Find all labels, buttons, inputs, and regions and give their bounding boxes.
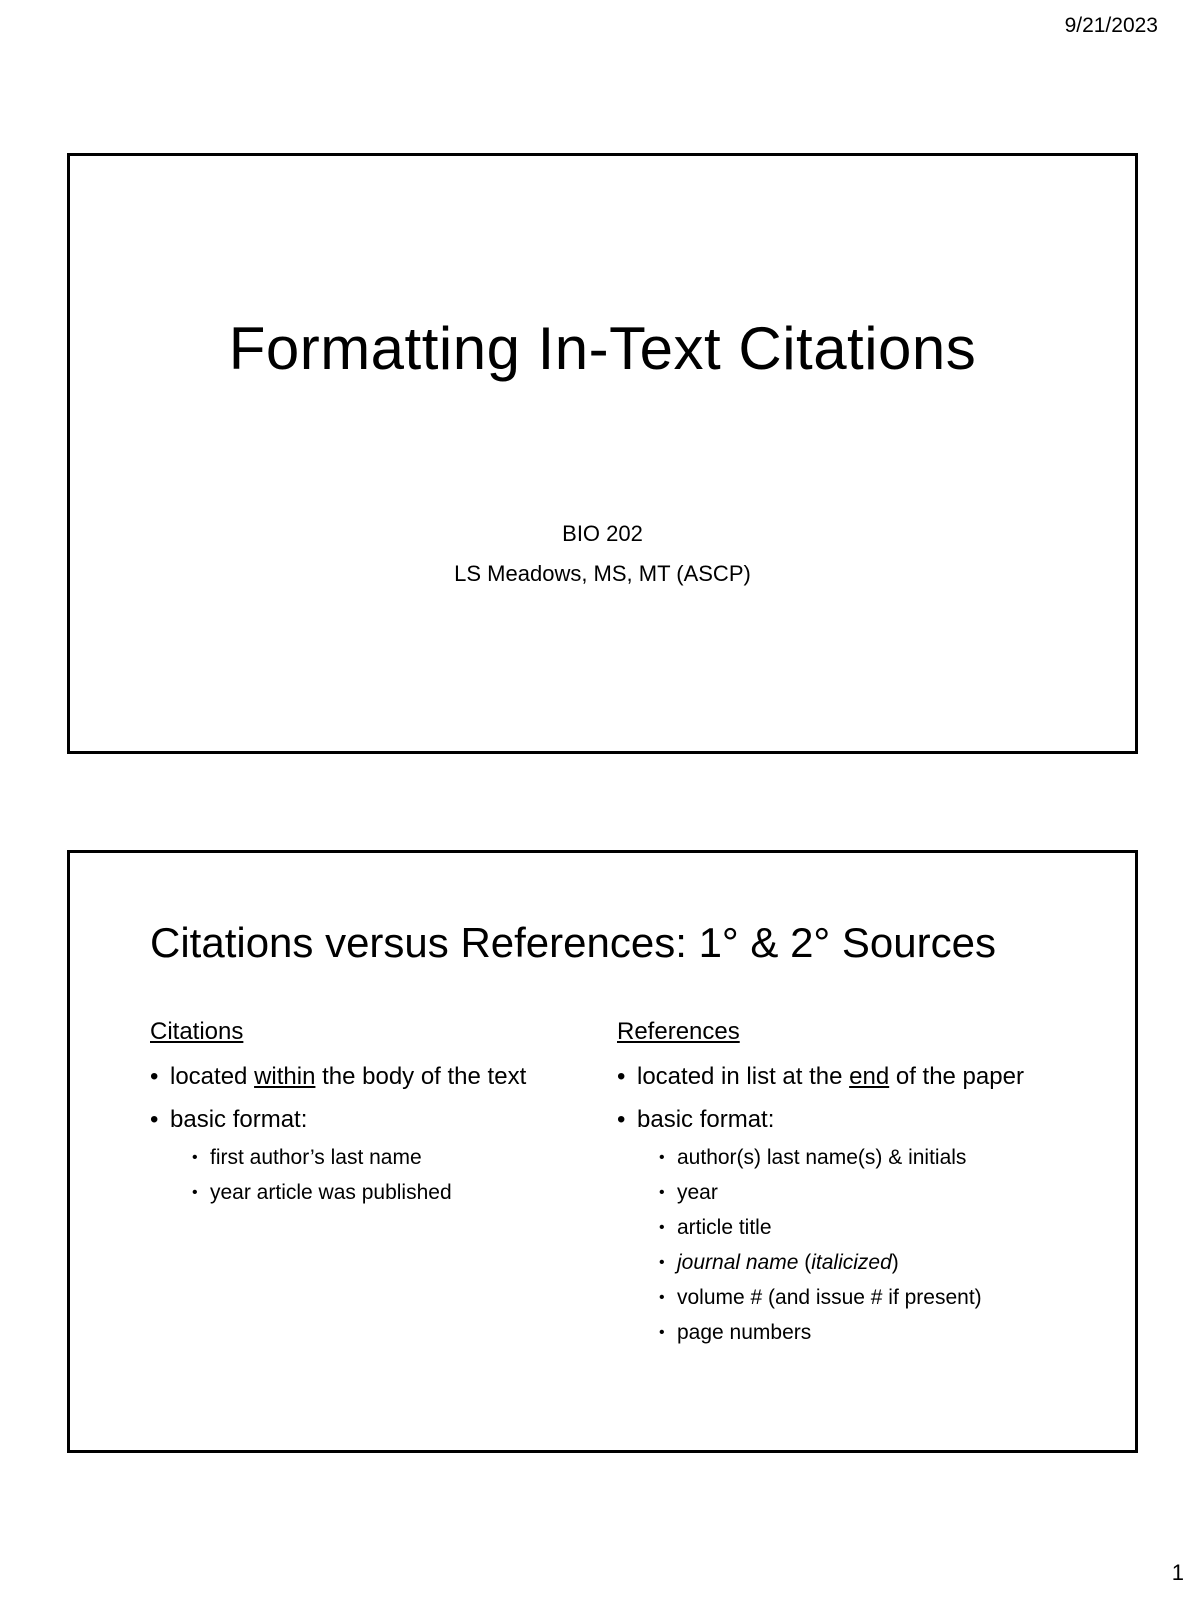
sub-bullet-item: • volume # (and issue # if present) xyxy=(617,1280,1077,1315)
sub-bullet-item: • first author’s last name xyxy=(150,1140,570,1175)
references-column xyxy=(617,1018,1077,1354)
content-slide xyxy=(67,850,1138,1453)
column-heading: Citations xyxy=(150,1018,244,1045)
bullet-item: • basic format: xyxy=(617,1103,1077,1136)
sub-bullet-item: • year xyxy=(617,1175,1077,1210)
sub-bullet-item: • journal name (italicized) xyxy=(617,1245,1077,1280)
sub-bullet-list xyxy=(617,1140,1077,1350)
page-number: 1 xyxy=(1171,1560,1184,1585)
slide-title: Citations versus References: 1° & 2° Sources xyxy=(150,919,996,966)
slide-title: Formatting In-Text Citations xyxy=(228,315,977,382)
slide-subtitle xyxy=(70,514,1135,594)
bullet-item: • located within the body of the text xyxy=(150,1060,570,1093)
sub-bullet-item: • author(s) last name(s) & initials xyxy=(617,1140,1077,1175)
sub-bullet-item: • page numbers xyxy=(617,1315,1077,1350)
page-date: 9/21/2023 xyxy=(1064,14,1158,37)
sub-bullet-item: • article title xyxy=(617,1210,1077,1245)
citations-column xyxy=(150,1018,570,1214)
course-code: BIO 202 xyxy=(562,521,643,546)
sub-bullet-list xyxy=(150,1140,570,1210)
bullet-item: • basic format: xyxy=(150,1103,570,1136)
title-slide xyxy=(67,153,1138,754)
sub-bullet-item: • year article was published xyxy=(150,1175,570,1210)
bullet-item: • located in list at the end of the paper xyxy=(617,1060,1077,1093)
presenter-name: LS Meadows, MS, MT (ASCP) xyxy=(454,561,751,586)
column-heading: References xyxy=(617,1018,740,1045)
